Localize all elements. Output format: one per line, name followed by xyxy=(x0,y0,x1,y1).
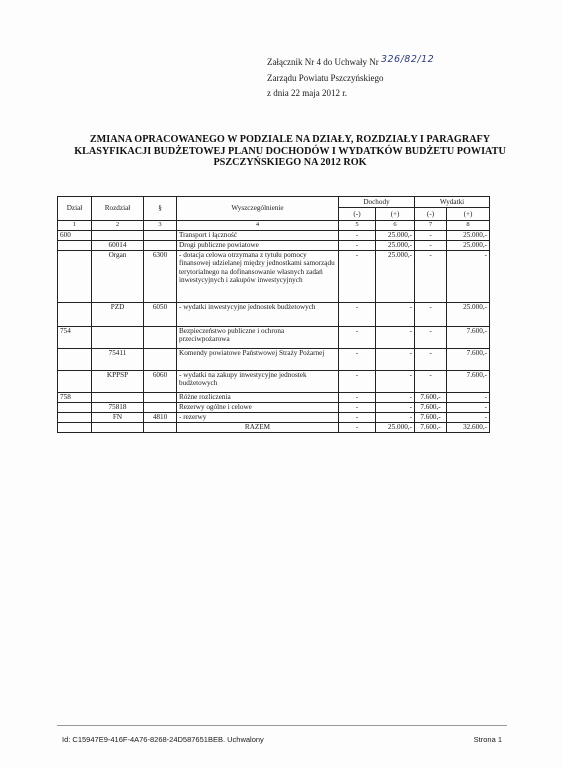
cell-dochody-minus: - xyxy=(339,240,376,250)
cell-dzial xyxy=(58,250,92,302)
title-line-2: KLASYFIKACJI BUDŻETOWEJ PLANU DOCHODÓW I WYDATKÓW BUDŻETU POWIATU xyxy=(74,145,506,157)
title-line-1: ZMIANA OPRACOWANEGO W PODZIALE NA DZIAŁY, ROZDZIAŁY I PARAGRAFY xyxy=(89,134,491,145)
cell-dochody-minus: - xyxy=(339,230,376,240)
cell-wydatki-plus: - xyxy=(447,412,490,422)
cell-dzial xyxy=(58,412,92,422)
table-row xyxy=(58,302,490,326)
cell-rozdzial xyxy=(92,230,144,240)
table-row xyxy=(58,402,490,412)
cell-wyszczegolnienie: RAZEM xyxy=(177,422,339,432)
table-row xyxy=(58,240,490,250)
table-row xyxy=(58,412,490,422)
cell-wyszczegolnienie: Rezerwy ogólne i celowe xyxy=(177,402,339,412)
cell-wydatki-minus: 7.600,- xyxy=(415,422,447,432)
column-number: 1 xyxy=(58,221,92,231)
cell-rozdzial xyxy=(92,326,144,348)
cell-wydatki-plus: 25.000,- xyxy=(447,240,490,250)
cell-wyszczegolnienie: - dotacja celowa otrzymana z tytułu pomocy finansowej udzielanej między jednostkami samorządu terytorialnego na dofinansowanie własnych zadań inwestycyjnych i zakupów inwestycyjnych xyxy=(177,250,339,302)
cell-wydatki-minus: - xyxy=(415,370,447,392)
page-number: Strona 1 xyxy=(473,735,502,744)
cell-wydatki-plus: - xyxy=(447,392,490,402)
subheader-dochody-plus: (+) xyxy=(376,208,415,221)
cell-wyszczegolnienie: - wydatki na zakupy inwestycyjne jednostek budżetowych xyxy=(177,370,339,392)
cell-wydatki-minus: 7.600,- xyxy=(415,412,447,422)
cell-wydatki-minus: - xyxy=(415,230,447,240)
cell-dzial xyxy=(58,402,92,412)
cell-dzial xyxy=(58,240,92,250)
header-line-2: Zarządu Powiatu Pszczyńskiego xyxy=(267,72,384,83)
header-line-3: z dnia 22 maja 2012 r. xyxy=(267,88,347,98)
footer-divider xyxy=(57,725,507,726)
table-row xyxy=(58,422,490,432)
cell-wydatki-minus: - xyxy=(415,326,447,348)
cell-rozdzial: PZD xyxy=(92,302,144,326)
cell-wydatki-plus: - xyxy=(447,402,490,412)
subheader-dochody-minus: (-) xyxy=(339,208,376,221)
cell-dzial: 600 xyxy=(58,230,92,240)
subheader-wydatki-plus: (+) xyxy=(447,208,490,221)
cell-dochody-minus: - xyxy=(339,402,376,412)
cell-dochody-plus: 25.000,- xyxy=(376,240,415,250)
col-header-wydatki: Wydatki xyxy=(415,197,490,208)
cell-rozdzial xyxy=(92,392,144,402)
handwritten-resolution-number: 326/82/12 xyxy=(380,54,435,65)
cell-wydatki-minus: - xyxy=(415,302,447,326)
subheader-wydatki-minus: (-) xyxy=(415,208,447,221)
cell-paragraf xyxy=(144,230,177,240)
cell-dochody-plus: 25.000,- xyxy=(376,422,415,432)
column-number: 8 xyxy=(447,221,490,231)
cell-wyszczegolnienie: - rezerwy xyxy=(177,412,339,422)
cell-dochody-plus: 25.000,- xyxy=(376,250,415,302)
cell-wydatki-plus: 25.000,- xyxy=(447,302,490,326)
cell-wydatki-plus: 7.600,- xyxy=(447,326,490,348)
cell-paragraf: 4810 xyxy=(144,412,177,422)
cell-paragraf xyxy=(144,240,177,250)
cell-dochody-plus: - xyxy=(376,412,415,422)
cell-dochody-minus: - xyxy=(339,392,376,402)
col-header-dochody: Dochody xyxy=(339,197,415,208)
column-number: 2 xyxy=(92,221,144,231)
cell-dochody-minus: - xyxy=(339,302,376,326)
cell-dochody-plus: - xyxy=(376,348,415,370)
cell-dochody-minus: - xyxy=(339,326,376,348)
cell-dochody-minus: - xyxy=(339,422,376,432)
table-row xyxy=(58,348,490,370)
cell-paragraf: 6300 xyxy=(144,250,177,302)
cell-paragraf xyxy=(144,422,177,432)
column-number: 7 xyxy=(415,221,447,231)
cell-rozdzial xyxy=(92,422,144,432)
table-row xyxy=(58,230,490,240)
column-number: 6 xyxy=(376,221,415,231)
cell-dochody-minus: - xyxy=(339,348,376,370)
cell-paragraf: 6050 xyxy=(144,302,177,326)
header-resolution-label: Załącznik Nr 4 do Uchwały Nr xyxy=(267,57,381,67)
col-header-paragraf: § xyxy=(144,197,177,221)
cell-dochody-plus: - xyxy=(376,370,415,392)
cell-wydatki-plus: 7.600,- xyxy=(447,370,490,392)
col-header-rozdzial: Rozdział xyxy=(92,197,144,221)
cell-dochody-plus: - xyxy=(376,302,415,326)
header-line-1 xyxy=(267,55,434,71)
cell-wyszczegolnienie: Bezpieczeństwo publiczne i ochrona przeciwpożarowa xyxy=(177,326,339,348)
table-row xyxy=(58,326,490,348)
cell-rozdzial: FN xyxy=(92,412,144,422)
cell-wydatki-minus: 7.600,- xyxy=(415,402,447,412)
cell-wydatki-plus: - xyxy=(447,250,490,302)
cell-dzial xyxy=(58,302,92,326)
cell-wyszczegolnienie: Transport i łączność xyxy=(177,230,339,240)
cell-paragraf xyxy=(144,392,177,402)
table-row xyxy=(58,250,490,302)
cell-wydatki-plus: 32.600,- xyxy=(447,422,490,432)
cell-paragraf xyxy=(144,348,177,370)
column-number: 4 xyxy=(177,221,339,231)
cell-dochody-plus: - xyxy=(376,326,415,348)
cell-dochody-plus: - xyxy=(376,402,415,412)
budget-table xyxy=(57,196,490,433)
cell-wydatki-minus: - xyxy=(415,250,447,302)
cell-wyszczegolnienie: Komendy powiatowe Państwowej Straży Pożarnej xyxy=(177,348,339,370)
column-number: 5 xyxy=(339,221,376,231)
column-number: 3 xyxy=(144,221,177,231)
cell-dochody-minus: - xyxy=(339,250,376,302)
table-row xyxy=(58,370,490,392)
cell-paragraf xyxy=(144,402,177,412)
cell-rozdzial: 60014 xyxy=(92,240,144,250)
cell-rozdzial: Organ xyxy=(92,250,144,302)
col-header-dzial: Dział xyxy=(58,197,92,221)
cell-paragraf xyxy=(144,326,177,348)
cell-wydatki-minus: 7.600,- xyxy=(415,392,447,402)
budget-table-body xyxy=(58,230,490,432)
cell-wydatki-minus: - xyxy=(415,348,447,370)
cell-rozdzial: 75411 xyxy=(92,348,144,370)
document-id: Id: C15947E9-416F-4A76-8268-24D587651BEB. Uchwalony xyxy=(62,735,264,744)
cell-wyszczegolnienie: Drogi publiczne powiatowe xyxy=(177,240,339,250)
cell-paragraf: 6060 xyxy=(144,370,177,392)
title-line-3: PSZCZYŃSKIEGO NA 2012 ROK xyxy=(213,157,367,168)
document-title xyxy=(40,134,540,169)
cell-dzial xyxy=(58,370,92,392)
cell-rozdzial: KPPSP xyxy=(92,370,144,392)
column-number-row xyxy=(58,221,490,231)
cell-dzial xyxy=(58,422,92,432)
cell-rozdzial: 75818 xyxy=(92,402,144,412)
cell-wydatki-plus: 25.000,- xyxy=(447,230,490,240)
cell-dochody-plus: - xyxy=(376,392,415,402)
col-header-wyszczegolnienie: Wyszczególnienie xyxy=(177,197,339,221)
cell-dochody-minus: - xyxy=(339,412,376,422)
document-header xyxy=(267,55,434,102)
table-row xyxy=(58,392,490,402)
cell-wydatki-minus: - xyxy=(415,240,447,250)
cell-dzial: 754 xyxy=(58,326,92,348)
cell-dochody-minus: - xyxy=(339,370,376,392)
cell-dochody-plus: 25.000,- xyxy=(376,230,415,240)
cell-wydatki-plus: 7.600,- xyxy=(447,348,490,370)
cell-wyszczegolnienie: Różne rozliczenia xyxy=(177,392,339,402)
cell-dzial: 758 xyxy=(58,392,92,402)
cell-wyszczegolnienie: - wydatki inwestycyjne jednostek budżetowych xyxy=(177,302,339,326)
cell-dzial xyxy=(58,348,92,370)
